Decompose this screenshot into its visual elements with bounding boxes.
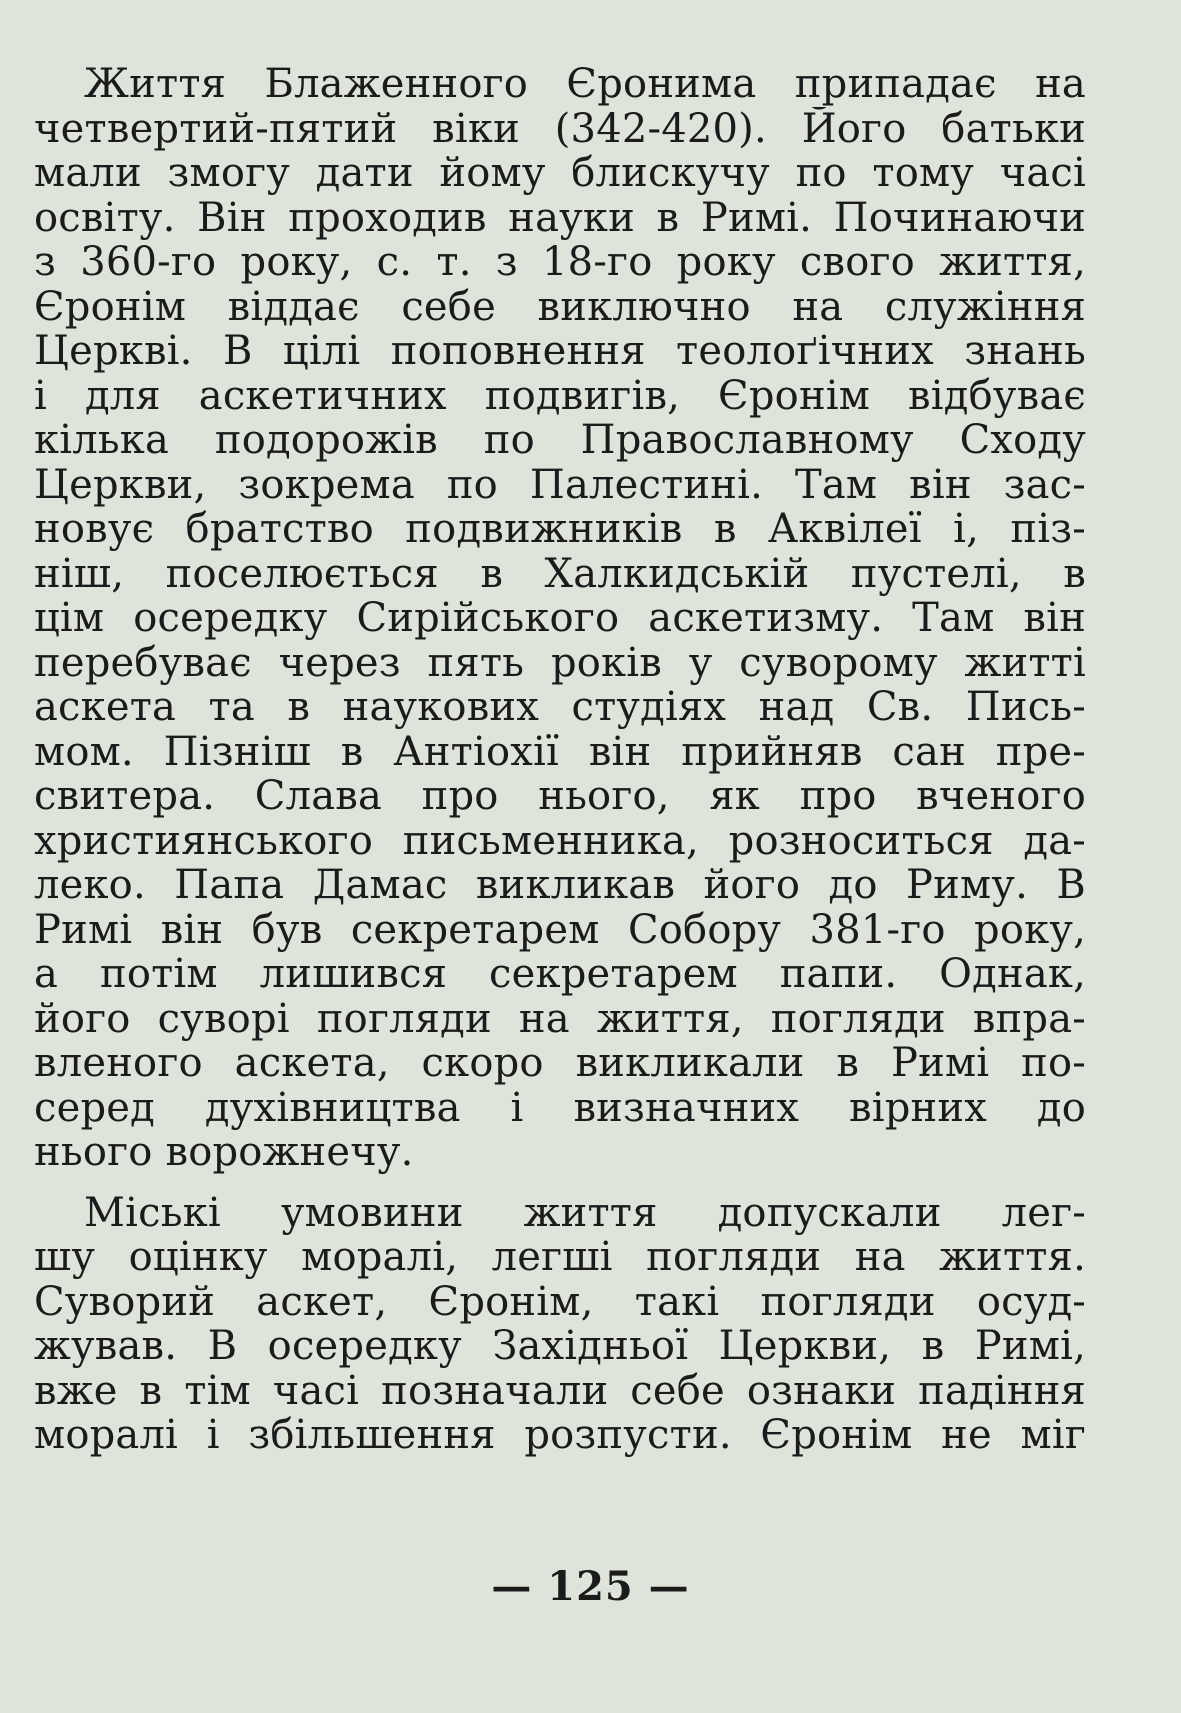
text-line: свитера. Слава про нього, як про вченого: [34, 774, 1086, 819]
text-line: шу оцінку моралі, легші погляди на життя.: [34, 1235, 1086, 1280]
body-text: [34, 62, 1086, 1458]
text-line: Життя Блаженного Єронима припадає на: [84, 62, 1086, 107]
text-line: мом. Пізніш в Антіохії він прийняв сан пре-: [34, 729, 1086, 774]
text-line: Міські умовини життя допускали лег-: [84, 1190, 1086, 1235]
text-line: перебуває через пять років у суворому житті: [34, 640, 1086, 685]
text-line: кілька подорожів по Православному Сходу: [34, 418, 1086, 463]
text-line: вже в тім часі позначали себе ознаки падіння: [34, 1368, 1086, 1413]
text-line: освіту. Він проходив науки в Римі. Починаючи: [34, 195, 1086, 240]
text-line: Церкві. В цілі поповнення теолоґічних знань: [34, 329, 1086, 374]
text-line: моралі і збільшення розпусти. Єронім не міг: [34, 1413, 1086, 1458]
page-number: — 125 —: [491, 1563, 690, 1610]
text-line: Єронім віддає себе виключно на служіння: [34, 284, 1086, 329]
text-line: і для аскетичних подвигів, Єронім відбуває: [34, 373, 1086, 418]
text-line: аскета та в наукових студіях над Св. Пись-: [34, 685, 1086, 730]
text-line: Суворий аскет, Єронім, такі погляди осуд-: [34, 1279, 1086, 1324]
text-line: новує братство подвижників в Аквілеї і, піз-: [34, 507, 1086, 552]
text-line: а потім лишився секретарем папи. Однак,: [34, 952, 1086, 997]
text-line: цім осередку Сирійського аскетизму. Там він: [34, 596, 1086, 641]
text-line: серед духівництва і визначних вірних до: [34, 1085, 1086, 1130]
text-line: жував. В осередку Західньої Церкви, в Римі,: [34, 1324, 1086, 1369]
text-line: його суворі погляди на життя, погляди впра-: [34, 996, 1086, 1041]
text-line: мали змогу дати йому блискучу по тому часі: [34, 151, 1086, 196]
text-line: з 360-го року, с. т. з 18-го року свого життя,: [34, 240, 1086, 285]
text-line: Церкви, зокрема по Палестині. Там він зас-: [34, 462, 1086, 507]
text-line: Римі він був секретарем Собору 381-го року,: [34, 907, 1086, 952]
text-line: четвертий-пятий віки (342-420). Його батьки: [34, 106, 1086, 151]
text-line: ніш, поселюється в Халкидській пустелі, в: [34, 551, 1086, 596]
text-line: вленого аскета, скоро викликали в Римі по-: [34, 1041, 1086, 1086]
text-line: леко. Папа Дамас викликав його до Риму. В: [34, 863, 1086, 908]
text-line: християнського письменника, розноситься да-: [34, 818, 1086, 863]
text-line: нього ворожнечу.: [34, 1130, 414, 1175]
